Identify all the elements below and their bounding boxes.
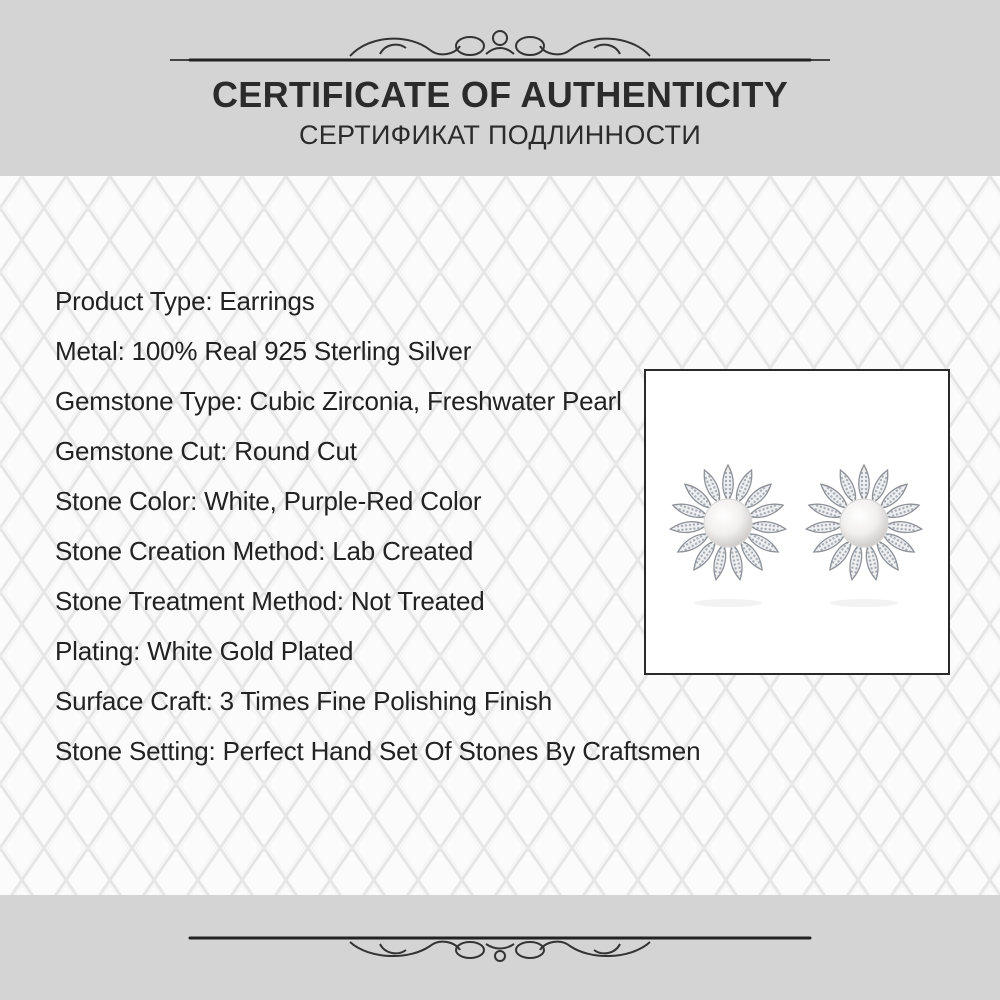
spec-value: Round Cut <box>234 436 357 466</box>
spec-label: Product Type <box>55 286 206 316</box>
product-photo <box>644 369 950 675</box>
spec-label: Metal <box>55 336 118 366</box>
spec-surface-craft: Surface Craft: 3 Times Fine Polishing Finish <box>55 686 552 716</box>
spec-label: Stone Treatment Method <box>55 586 337 616</box>
ornament-divider-top-icon <box>170 24 830 68</box>
ornament-divider-bottom-icon <box>170 918 830 962</box>
spec-label: Gemstone Cut <box>55 436 221 466</box>
spec-value: Earrings <box>219 286 315 316</box>
spec-product-type: Product Type: Earrings <box>55 286 315 316</box>
spec-value: Not Treated <box>350 586 485 616</box>
spec-gemstone-cut: Gemstone Cut: Round Cut <box>55 436 357 466</box>
spec-plating: Plating: White Gold Plated <box>55 636 354 666</box>
spec-value: 3 Times Fine Polishing Finish <box>219 686 552 716</box>
spec-value: Perfect Hand Set Of Stones By Craftsmen <box>222 736 701 766</box>
spec-stone-color: Stone Color: White, Purple-Red Color <box>55 486 482 516</box>
spec-label: Surface Craft <box>55 686 206 716</box>
spec-gemstone-type: Gemstone Type: Cubic Zirconia, Freshwater Pearl <box>55 386 622 416</box>
spec-stone-creation-method: Stone Creation Method: Lab Created <box>55 536 474 566</box>
pearl-flower-earrings-icon <box>646 371 948 673</box>
spec-label: Stone Creation Method <box>55 536 319 566</box>
spec-list <box>55 283 700 783</box>
spec-value: 100% Real 925 Sterling Silver <box>131 336 472 366</box>
spec-value: Cubic Zirconia, Freshwater Pearl <box>249 386 622 416</box>
spec-label: Plating <box>55 636 134 666</box>
spec-value: White, Purple-Red Color <box>204 486 482 516</box>
spec-stone-treatment-method: Stone Treatment Method: Not Treated <box>55 586 485 616</box>
spec-label: Stone Color <box>55 486 191 516</box>
spec-label: Stone Setting <box>55 736 209 766</box>
spec-metal: Metal: 100% Real 925 Sterling Silver <box>55 336 472 366</box>
spec-value: White Gold Plated <box>147 636 354 666</box>
certificate-title: CERTIFICATE OF AUTHENTICITY <box>211 74 789 115</box>
spec-label: Gemstone Type <box>55 386 236 416</box>
spec-stone-setting: Stone Setting: Perfect Hand Set Of Stones By Craftsmen <box>55 736 701 766</box>
spec-value: Lab Created <box>332 536 474 566</box>
certificate-title-russian: СЕРТИФИКАТ ПОДЛИННОСТИ <box>298 120 702 150</box>
